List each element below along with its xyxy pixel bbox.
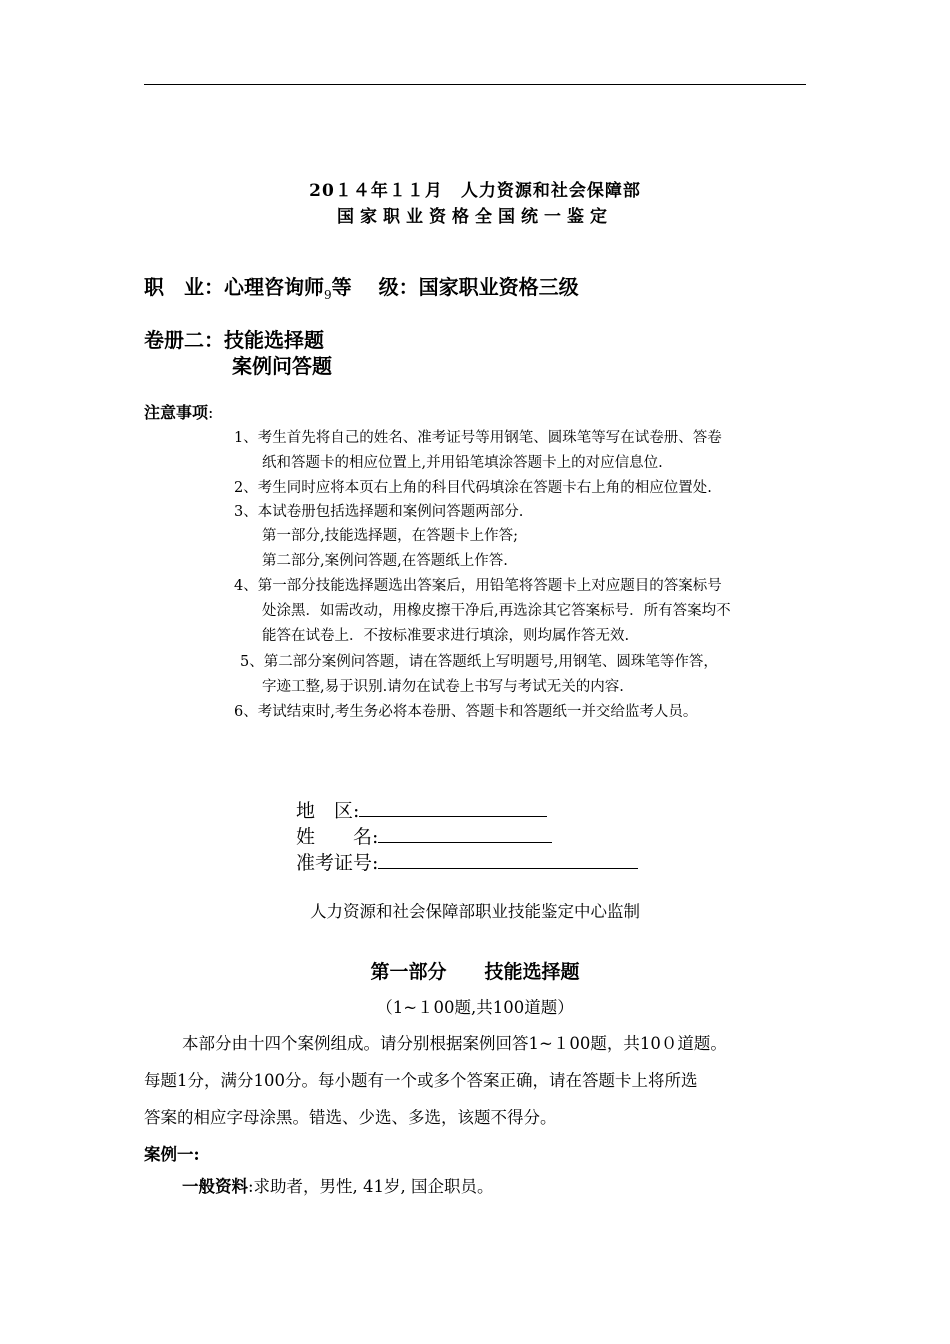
notice-heading (144, 400, 213, 423)
header-line-1: 20１４年１１月 人力资源和社会保障部 (309, 181, 641, 201)
volume-item-1: 技能选择题 (224, 328, 324, 352)
intro-line: 本部分由十四个案例组成。请分别根据案例回答1~１00题，共10０道题。 (182, 1034, 727, 1053)
issuer-line: 人力资源和社会保障部职业技能鉴定中心监制 (310, 902, 640, 921)
name-field[interactable] (378, 822, 552, 843)
case-info-text: :求助者，男性, 41岁, 国企职员。 (248, 1177, 494, 1196)
ticket-number-field[interactable] (378, 848, 638, 869)
header-line-2: 国家职业资格全国统一鉴定 (337, 207, 613, 227)
part-title: 第一部分 技能选择题 (370, 961, 580, 983)
notice-line: 3、本试卷册包括选择题和案例问答题两部分. (234, 504, 524, 520)
top-rule (144, 84, 806, 85)
notice-line: 纸和答题卡的相应位置上,并用铅笔填涂答题卡上的对应信息位. (262, 455, 663, 471)
case-info (182, 1173, 494, 1197)
occupation-value: 心理咨询师 (224, 275, 324, 299)
case-info-label: 一般资料 (182, 1177, 248, 1196)
region-field[interactable] (359, 796, 547, 817)
intro-line: 每题1分，满分100分。每小题有一个或多个答案正确，请在答题卡上将所选 (144, 1071, 698, 1090)
level-label: 等 级： (331, 275, 419, 299)
notice-title: 注意事项 (144, 403, 209, 422)
ticket-field-row (296, 848, 638, 875)
notice-line: 第二部分,案例问答题,在答题纸上作答. (262, 553, 508, 569)
volume-line-1 (144, 324, 324, 353)
occupation-line (144, 271, 579, 302)
ticket-label: 准考证号: (296, 852, 379, 874)
notice-line: 能答在试卷上．不按标准要求进行填涂，则均属作答无效. (262, 628, 630, 644)
part-subtitle: （1~１00题,共100道题） (376, 998, 574, 1017)
name-label: 姓 名: (296, 826, 379, 848)
intro-line: 答案的相应字母涂黑。错选、少选、多选，该题不得分。 (144, 1108, 557, 1127)
notice-line: 4、第一部分技能选择题选出答案后，用铅笔将答题卡上对应题目的答案标号 (234, 578, 722, 594)
level-value: 国家职业资格三级 (418, 275, 579, 299)
volume-item-2: 案例问答题 (232, 354, 332, 378)
occupation-label: 职 业： (144, 275, 224, 299)
case-title: 案例一: (144, 1145, 200, 1164)
volume-label: 卷册二： (144, 328, 224, 352)
notice-line: 2、考生同时应将本页右上角的科目代码填涂在答题卡右上角的相应位置处. (234, 480, 712, 496)
region-field-row (296, 796, 547, 823)
notice-line: 6、考试结束时,考生务必将本卷册、答题卡和答题纸一并交给监考人员。 (234, 704, 698, 720)
notice-line: 5、第二部分案例问答题，请在答题纸上写明题号,用钢笔、圆珠笔等作答， (240, 654, 718, 670)
notice-colon: : (208, 403, 214, 422)
notice-line: 处涂黑．如需改动，用橡皮擦干净后,再选涂其它答案标号．所有答案均不 (262, 603, 731, 619)
notice-line: 第一部分,技能选择题，在答题卡上作答; (262, 528, 518, 544)
stray-subscript: 9 (324, 288, 332, 302)
notice-line: 1、考生首先将自己的姓名、准考证号等用钢笔、圆珠笔等写在试卷册、答卷 (234, 430, 722, 446)
name-field-row (296, 822, 552, 849)
notice-line: 字迹工整,易于识别.请勿在试卷上书写与考试无关的内容. (262, 679, 624, 695)
region-label: 地 区: (296, 800, 360, 822)
